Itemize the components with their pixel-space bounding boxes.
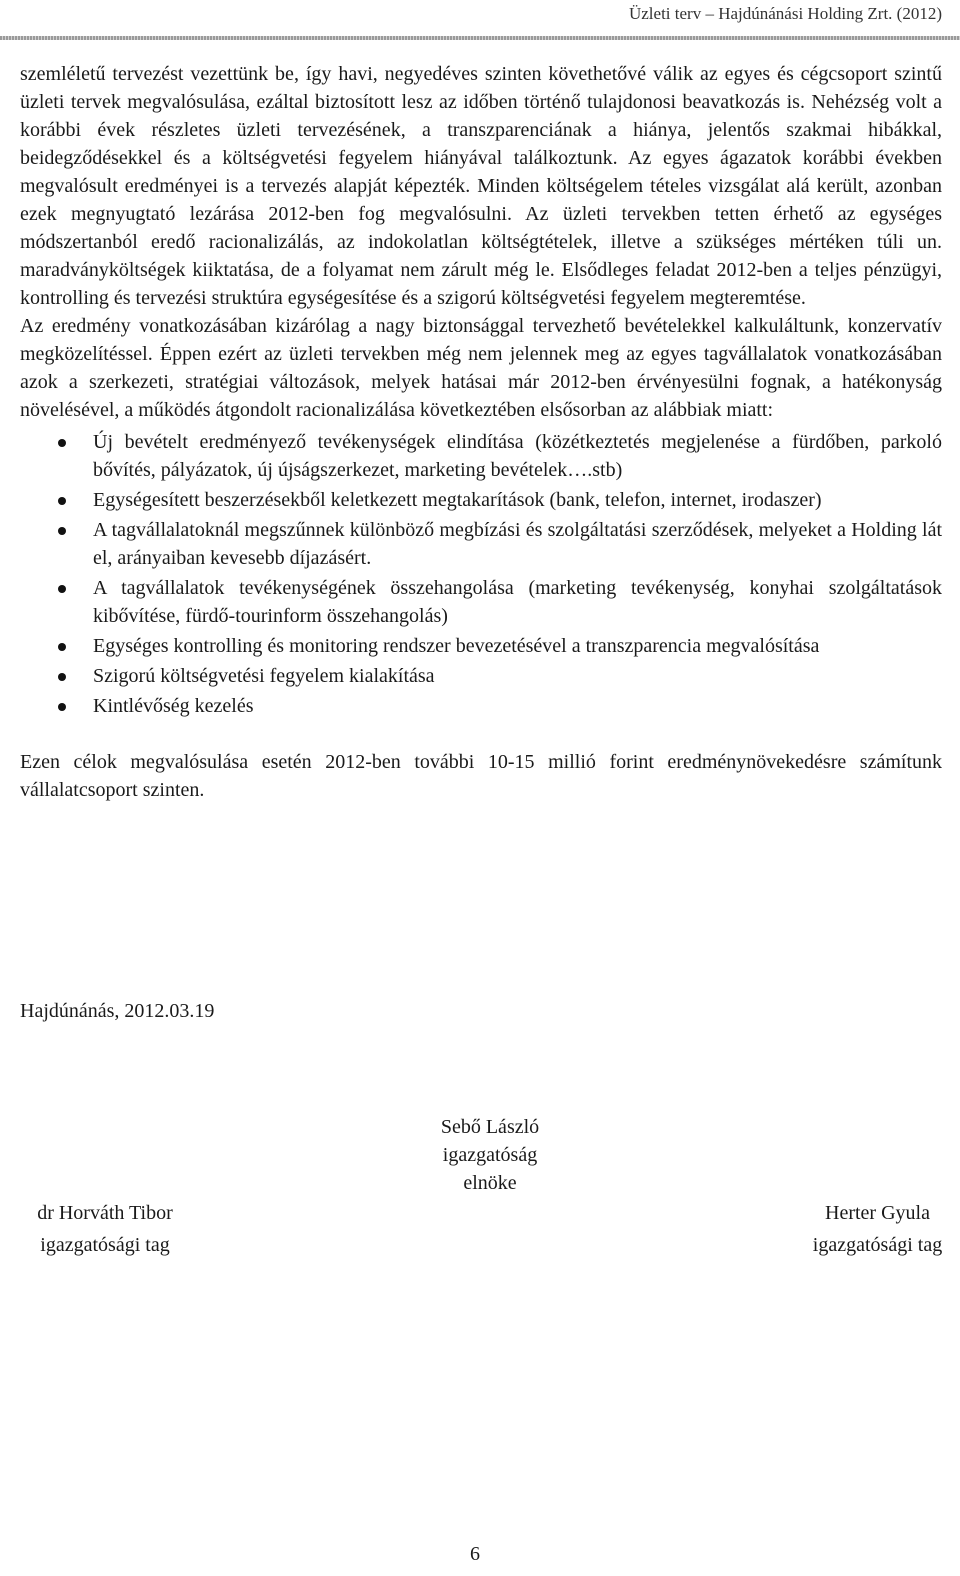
list-item-text: A tagvállalatoknál megszűnnek különböző megbízási és szolgáltatási szerződések, melyeket a Holding lát el, arányaiban kevesebb díjazásért. bbox=[93, 519, 942, 569]
list-item bbox=[20, 662, 942, 690]
header-divider bbox=[0, 36, 960, 40]
list-item bbox=[20, 486, 942, 514]
list-item bbox=[20, 692, 942, 720]
list-item-text: Új bevételt eredményező tevékenységek elindítása (közétkeztetés megjelenése a fürdőben, parkoló bővítés, pályázatok, új újságszerkezet, marketing bevételek….stb) bbox=[93, 431, 942, 481]
paragraph-1: szemléletű tervezést vezettünk be, így havi, negyedéves szinten követhetővé válik az egyes és cégcsoport szintű üzleti tervek megvalósulása, ezáltal biztosított lesz az időben történő tulajdonosi beavatkozás is. Nehézség volt a korábbi évek részletes üzleti tervezésének, a transzparenciának a hiánya, jelentős szakmai hibákkal, beidegződésekkel és a költségvetési fegyelem hiányával találkoztunk. Az egyes ágazatok korábbi években megvalósult eredményei is a tervezés alapját képezték. Minden költségelem tételes vizsgálat alá került, azonban ezek megnyugtató lezárása 2012-ben fog megvalósulni. Az üzleti tervekben tetten érhető az egységes módszertanból eredő racionalizálás, az indokolatlan költségtételek, illetve a szükséges mértéken túli un. maradványköltségek kiiktatása, de a folyamat nem zárult még le. Elsődleges feladat 2012-ben a teljes pénzügyi, kontrolling és tervezési struktúra egységesítése és a szigorú költségvetési fegyelem megteremtése. bbox=[20, 63, 942, 309]
document-body bbox=[20, 60, 942, 804]
place-date: Hajdúnánás, 2012.03.19 bbox=[20, 1000, 215, 1022]
signatory-role: igazgatósági tag bbox=[812, 1234, 943, 1256]
list-item bbox=[20, 516, 942, 572]
signatory-name: Herter Gyula bbox=[825, 1202, 930, 1224]
signatory-role-2: elnöke bbox=[463, 1172, 517, 1194]
signatory-name: Sebő László bbox=[440, 1116, 540, 1138]
bullet-icon bbox=[58, 527, 66, 535]
list-item-text: Szigorú költségvetési fegyelem kialakítása bbox=[93, 665, 435, 687]
page-number: 6 bbox=[470, 1543, 480, 1565]
list-item bbox=[20, 428, 942, 484]
signature-chairman bbox=[390, 1113, 590, 1197]
bullet-icon bbox=[58, 673, 66, 681]
list-item bbox=[20, 632, 942, 660]
list-item-text: Egységesített beszerzésekből keletkezett megtakarítások (bank, telefon, internet, irodaszer) bbox=[93, 489, 822, 511]
signature-right bbox=[800, 1197, 955, 1261]
bullet-icon bbox=[58, 585, 66, 593]
signatory-role: igazgatósági tag bbox=[40, 1234, 170, 1256]
list-item bbox=[20, 574, 942, 630]
bullet-icon bbox=[58, 439, 66, 447]
list-item-text: Kintlévőség kezelés bbox=[93, 695, 254, 717]
signatory-name: dr Horváth Tibor bbox=[37, 1202, 173, 1224]
paragraph-2: Az eredmény vonatkozásában kizárólag a nagy biztonsággal tervezhető bevételekkel kalkuláltunk, konzervatív megközelítéssel. Éppen ezért az üzleti tervekben még nem jelennek meg az egyes tagvállalatok vonatkozásában azok a szerkezeti, stratégiai változások, melyek hatásai már 2012-ben érvényesülni fognak, a hatékonyság növelésével, a működés átgondolt racionalizálása következtében elsősorban az alábbiak miatt: bbox=[20, 315, 942, 421]
bullet-list bbox=[20, 428, 942, 720]
page-header: Üzleti terv – Hajdúnánási Holding Zrt. (2012) bbox=[628, 4, 942, 23]
closing-paragraph: Ezen célok megvalósulása esetén 2012-ben további 10-15 millió forint eredménynövekedésre számítunk vállalatcsoport szinten. bbox=[20, 751, 942, 801]
list-item-text: A tagvállalatok tevékenységének összehangolása (marketing tevékenység, konyhai szolgáltatások kibővítése, fürdő-tourinform összehangolás) bbox=[93, 577, 942, 627]
bullet-icon bbox=[58, 497, 66, 505]
bullet-icon bbox=[58, 643, 66, 651]
bullet-icon bbox=[58, 703, 66, 711]
signatory-role: igazgatóság bbox=[442, 1144, 538, 1166]
signature-left bbox=[20, 1197, 190, 1261]
list-item-text: Egységes kontrolling és monitoring rendszer bevezetésével a transzparencia megvalósítása bbox=[93, 635, 820, 657]
